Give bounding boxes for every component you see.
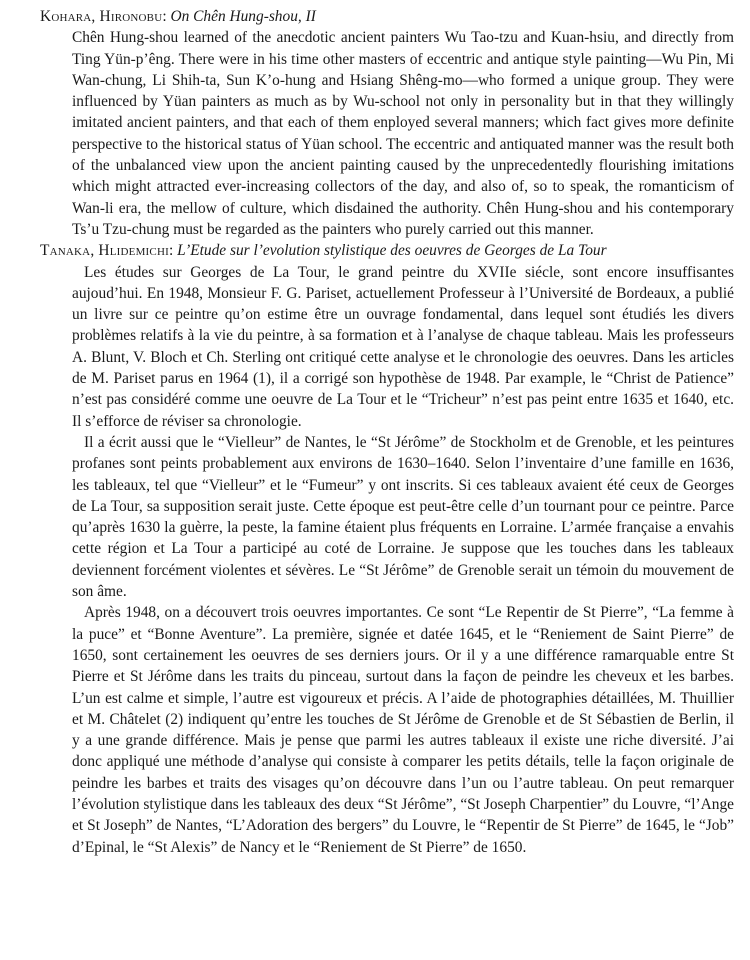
abstract-body [0,27,750,240]
author-name: Tanaka, Hlidemichi [40,242,169,260]
abstract-entry-tanaka [0,240,750,858]
abstract-entry-kohara [0,0,750,240]
article-title: L’Etude sur l’evolution stylistique des oeuvres de Georges de La Tour [177,242,607,260]
abstract-paragraph: Après 1948, on a découvert trois oeuvres importantes. Ce sont “Le Repentir de St Pierre”, “La femme à la puce” et “Bonne Aventure”. La première, signée et datée 1645, et le “Reniement de Saint Pierre” de 1650, sont certainement les oeuvres de ses derniers jours. Or il y a une différence ramarquable entre St Pierre et St Jérôme dans les traits du pinceau, surtout dans la façon de peindre les cheveux et les barbes. L’un est calme et simple, l’autre est vigoureux et précis. A l’aide de photographies détaillées, M. Thuillier et M. Châtelet (2) indiquent qu’entre les touches de St Jérôme de Grenoble et de St Sébastien de Berlin, il y a une grande différence. Mais je pense que parmi les autres tableaux il existe une riche diversité. J’ai donc appliqué une méthode d’analyse qui consiste à comparer les petits détails, telle la façon originale de peindre les barbes et traits des visages qu’on découvre dans l’un ou l’autre tableau. On peut remarquer l’évolution stylistique dans les tableaux des deux “St Jérôme”, “St Joseph Charpentier” du Louvre, “l’Ange et St Joseph” de Nantes, “L’Adoration des bergers” du Louvre, le “Repentir de St Pierre” de 1645, le “Job” d’Epinal, le “St Alexis” de Nancy et le “Reniement de St Pierre” de 1650. [72,604,734,856]
abstract-body [0,262,750,858]
heading-separator: : [162,8,167,25]
author-name: Kohara, Hironobu [40,8,163,25]
article-title: On Chên Hung-shou, II [170,8,316,25]
entry-heading [0,6,750,27]
abstract-paragraph: Il a écrit aussi que le “Vielleur” de Nantes, le “St Jérôme” de Stockholm et de Grenoble, et les peintures profanes sont peints probablement aux environs de 1630–1640. Selon l’inventaire d’une famille en 1636, les tableaux, tel que “Vielleur” et le “Fumeur” y ont inscrits. Si ces tableaux avaient été ceux de Georges de La Tour, sa supposition serait juste. Cette époque est peut-être celle d’un tournant pour ce peintre. Parce qu’après 1630 la guèrre, la peste, la famine étaient plus fréquents en Lorraine. L’armée française a envahis cette région et La Tour a participé au coté de Lorraine. Je suppose que les touches dans les tableaux deviennent forcément violentes et sévères. Le “St Jérôme” de Grenoble serait un témoin du mouvement de son âme. [72,433,734,601]
abstract-paragraph: Chên Hung-shou learned of the anecdotic ancient painters Wu Tao-tzu and Kuan-hsiu, and directly from Ting Yün-p’êng. There were in his time other masters of eccentric and antique style painting—Wu Pin, Mi Wan-chung, Li Shih-ta, Sun K’o-hung and Hsiang Shêng-mo—who formed a unique group. They were influenced by Yüan painters as much as by Wu-school not only in personality but in that they willingly imitated ancient painters, and that each of them enployed several manners; which fact gives more definite perspective to the historical status of Yüan school. The eccentric and antiquated manner was the result both of the unbalanced view upon the ancient painting caused by the unprecedentedly flourishing imitations which might attracted ever-increasing collectors of the day, and also of, so to speak, the romanticism of Wan-li era, the mellow of culture, which disdained the authority. Chên Hung-shou and his contemporary Ts’u Tzu-chung must be regarded as the painters who purely carried out this manner. [72,29,734,238]
heading-separator: : [168,242,174,260]
entry-heading [0,240,750,261]
abstract-paragraph: Les études sur Georges de La Tour, le grand peintre du XVIIe siécle, sont encore insuffisantes aujoud’hui. En 1948, Monsieur F. G. Pariset, actuellement Professeur à l’Université de Bordeaux, a publié un livre sur ce peintre qu’on estime être un ouvrage fondamental, dans lequel sont étudiés les divers problèmes relatifs à la vie du peintre, à sa formation et à l’analyse de chaque tableau. Mais les professeurs A. Blunt, V. Bloch et Ch. Sterling ont critiqué cette analyse et le chronologie des oeuvres. Dans les articles de M. Pariset parus en 1964 (1), il a corrigé son hypothèse de 1948. Par example, le “Christ de Patience” n’est pas considéré comme une oeuvre de La Tour et le “Tricheur” n’est pas peint entre 1635 et 1640, etc. Il s’efforce de réviser sa chronologie. [72,263,734,430]
